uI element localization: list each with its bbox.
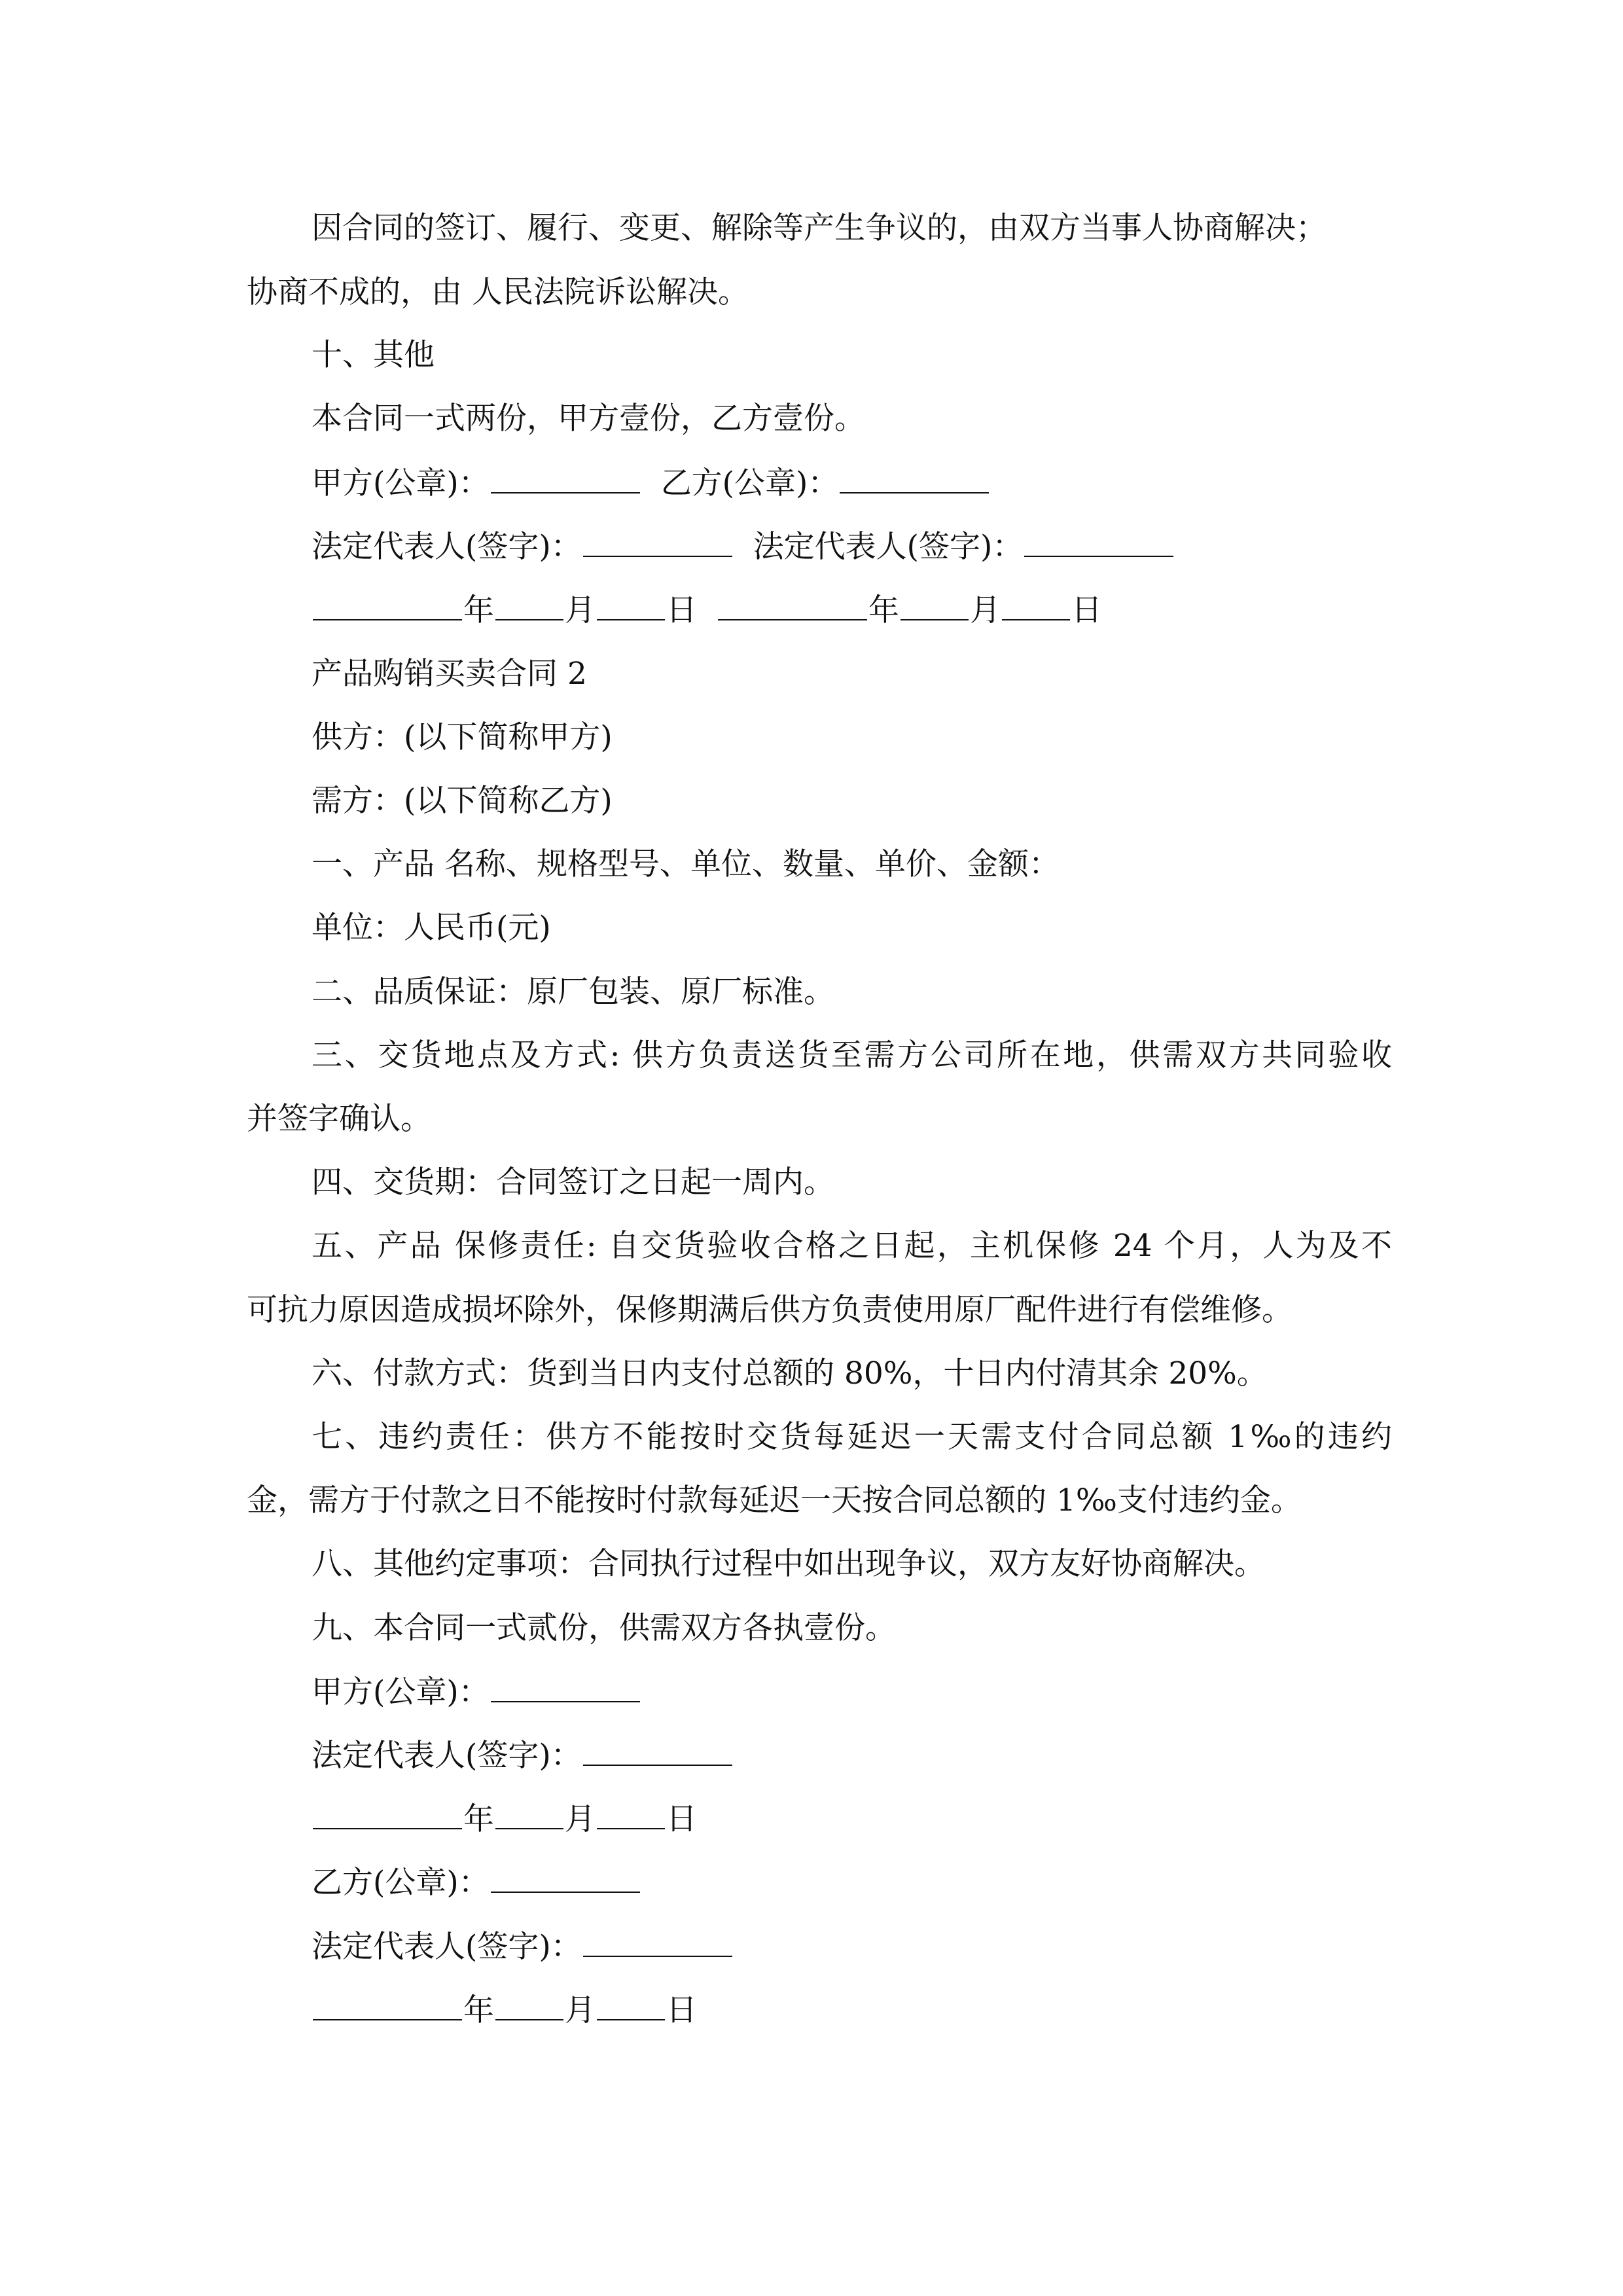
party-b-rep-blank bbox=[1024, 527, 1173, 557]
copies-statement: 本合同一式两份，甲方壹份，乙方壹份。 bbox=[312, 401, 865, 437]
final-b-month-label: 月 bbox=[565, 1992, 596, 2028]
final-party-a-rep-row bbox=[312, 1736, 734, 1776]
section-heading-other: 十、其他 bbox=[312, 337, 435, 373]
final-b-year-label: 年 bbox=[463, 1992, 494, 2028]
final-party-a-rep-blank bbox=[583, 1736, 732, 1766]
clause-7-line-2: 金，需方于付款之日不能按时付款每延迟一天按合同总额的 1‰支付违约金。 bbox=[247, 1482, 1302, 1518]
final-party-b-rep-label: 法定代表人(签字)： bbox=[312, 1929, 582, 1965]
day-label-b: 日 bbox=[1071, 592, 1102, 628]
final-party-a-date-row bbox=[312, 1799, 697, 1839]
date-day-blank-b bbox=[1002, 590, 1070, 620]
clause-7-line-1: 七、违约责任：供方不能按时交货每延迟一天需支付合同总额 1‰的违约 bbox=[312, 1419, 1392, 1455]
signature-rep-row bbox=[312, 527, 1175, 567]
final-a-year-blank bbox=[313, 1799, 462, 1829]
final-b-year-blank bbox=[313, 1990, 462, 2020]
contract-2-title: 产品购销买卖合同 2 bbox=[312, 656, 587, 692]
currency-unit: 单位：人民币(元) bbox=[312, 910, 551, 946]
final-b-day-label: 日 bbox=[666, 1992, 697, 2028]
paragraph-dispute-line-1: 因合同的签订、履行、变更、解除等产生争议的，由双方当事人协商解决； bbox=[312, 210, 1327, 246]
final-party-b-seal-row bbox=[312, 1863, 641, 1903]
clause-3-line-1: 三、交货地点及方式: 供方负责送货至需方公司所在地，供需双方共同验收 bbox=[312, 1037, 1392, 1073]
final-a-month-blank bbox=[495, 1799, 563, 1829]
clause-5-line-1: 五、产品 保修责任: 自交货验收合格之日起，主机保修 24 个月，人为及不 bbox=[312, 1228, 1392, 1264]
clause-3-line-2: 并签字确认。 bbox=[247, 1101, 431, 1137]
month-label-b: 月 bbox=[970, 592, 1001, 628]
clause-5-line-2: 可抗力原因造成损坏除外，保修期满后供方负责使用原厂配件进行有偿维修。 bbox=[247, 1292, 1293, 1328]
clause-6: 六、付款方式：货到当日内支付总额的 80%，十日内付清其余 20%。 bbox=[312, 1355, 1268, 1391]
final-a-month-label: 月 bbox=[565, 1801, 596, 1837]
date-year-blank-a bbox=[313, 590, 462, 620]
clause-8: 八、其他约定事项：合同执行过程中如出现争议，双方友好协商解决。 bbox=[312, 1546, 1265, 1582]
final-party-a-seal-row bbox=[312, 1672, 641, 1712]
date-month-blank-b bbox=[901, 590, 969, 620]
party-a-seal-label: 甲方(公章)： bbox=[312, 465, 490, 501]
final-a-year-label: 年 bbox=[463, 1801, 494, 1837]
final-b-month-blank bbox=[495, 1990, 563, 2020]
party-a-rep-blank bbox=[583, 527, 732, 557]
year-label-b: 年 bbox=[868, 592, 899, 628]
party-b-rep-label: 法定代表人(签字)： bbox=[753, 529, 1024, 565]
clause-4: 四、交货期：合同签订之日起一周内。 bbox=[312, 1164, 834, 1200]
clause-1: 一、产品 名称、规格型号、单位、数量、单价、金额： bbox=[312, 846, 1060, 882]
party-a-rep-label: 法定代表人(签字)： bbox=[312, 529, 582, 565]
final-b-day-blank bbox=[597, 1990, 665, 2020]
final-a-day-blank bbox=[597, 1799, 665, 1829]
final-party-b-seal-label: 乙方(公章)： bbox=[312, 1865, 490, 1901]
buyer-line: 需方：(以下简称乙方) bbox=[312, 783, 613, 819]
date-year-blank-b bbox=[718, 590, 867, 620]
final-party-a-seal-label: 甲方(公章)： bbox=[312, 1674, 490, 1710]
final-party-a-seal-blank bbox=[491, 1672, 640, 1702]
paragraph-dispute-line-2: 协商不成的，由 人民法院诉讼解决。 bbox=[247, 274, 749, 310]
month-label-a: 月 bbox=[565, 592, 596, 628]
clause-9: 九、本合同一式贰份，供需双方各执壹份。 bbox=[312, 1610, 896, 1646]
day-label-a: 日 bbox=[666, 592, 697, 628]
date-month-blank-a bbox=[495, 590, 563, 620]
supplier-line: 供方：(以下简称甲方) bbox=[312, 719, 613, 755]
final-party-b-rep-blank bbox=[583, 1927, 732, 1957]
date-day-blank-a bbox=[597, 590, 665, 620]
signature-seal-row bbox=[312, 463, 990, 503]
year-label-a: 年 bbox=[463, 592, 494, 628]
party-b-seal-blank bbox=[840, 463, 989, 493]
final-a-day-label: 日 bbox=[666, 1801, 697, 1837]
party-b-seal-label: 乙方(公章)： bbox=[660, 465, 839, 501]
final-party-b-rep-row bbox=[312, 1927, 734, 1967]
clause-2: 二、品质保证：原厂包装、原厂标准。 bbox=[312, 974, 834, 1010]
signature-date-row bbox=[312, 590, 1102, 630]
final-party-b-seal-blank bbox=[491, 1863, 640, 1893]
party-a-seal-blank bbox=[491, 463, 640, 493]
final-party-a-rep-label: 法定代表人(签字)： bbox=[312, 1738, 582, 1774]
final-party-b-date-row bbox=[312, 1990, 697, 2030]
